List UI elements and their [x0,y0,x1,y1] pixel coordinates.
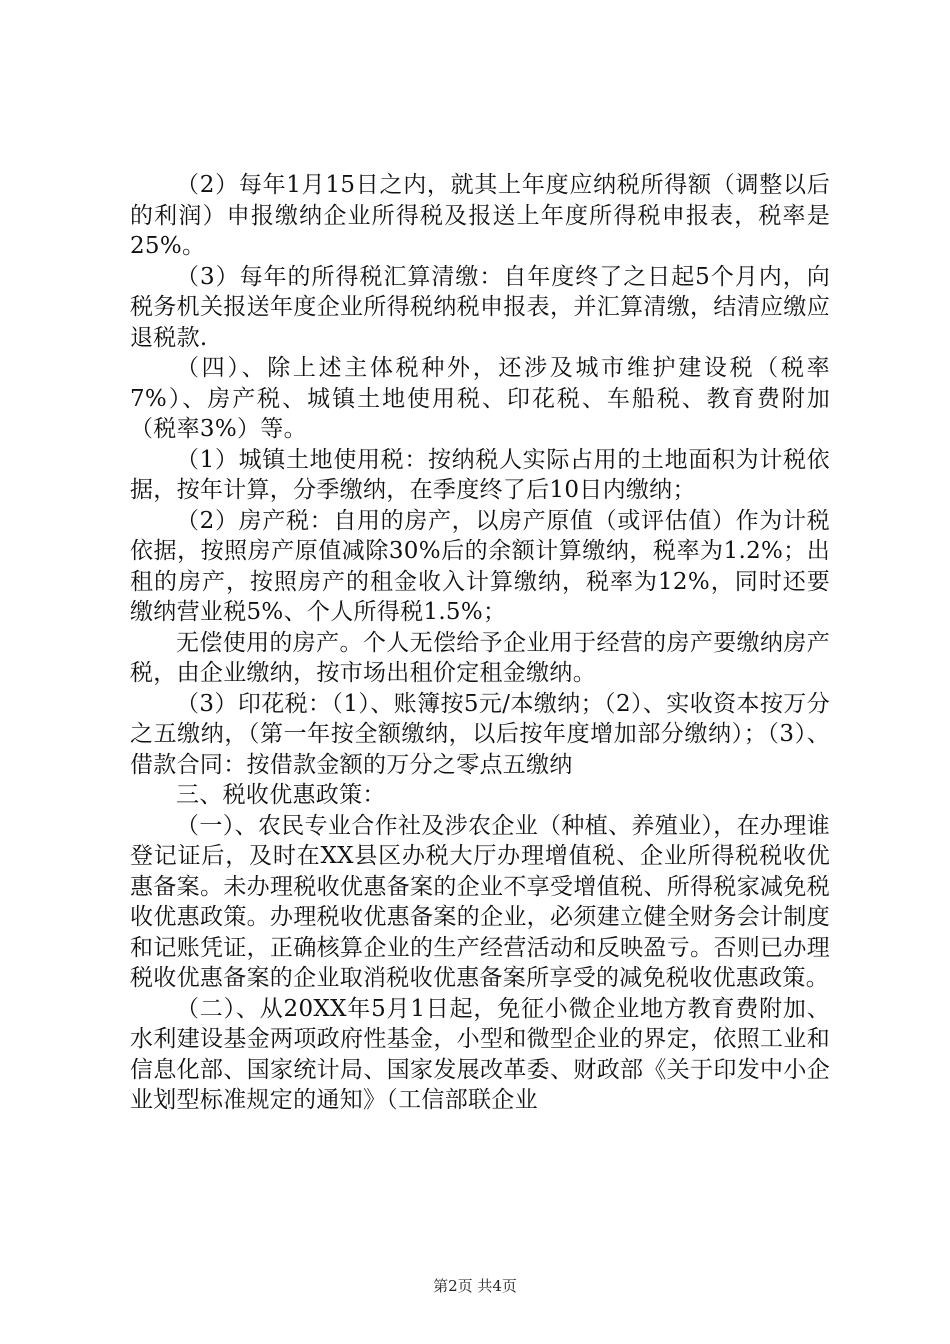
document-body [130,170,830,1116]
paragraph-small-micro-enterprises: （二）、从20XX年5月1日起，免征小微企业地方教育费附加、水利建设基金两项政府性基金，小型和微型企业的界定，依照工业和信息化部、国家统计局、国家发展改革委、财政部《关于印发中小企业划型标准规定的通知》（工信部联企业 [130,995,830,1113]
paragraph-annual-settlement: （3）每年的所得税汇算清缴：自年度终了之日起5个月内，向税务机关报送年度企业所得税纳税申报表，并汇算清缴，结清应缴应退税款. [130,263,830,351]
paragraph-stamp-tax: （3）印花税：（1）、账簿按5元/本缴纳；（2）、实收资本按万分之五缴纳，（第一年按全额缴纳，以后按年度增加部分缴纳）；（3）、借款合同：按借款金额的万分之零点五缴纳 [130,690,830,778]
paragraph-other-taxes: （四）、除上述主体税种外，还涉及城市维护建设税（税率7%）、房产税、城镇土地使用税、印花税、车船税、教育费附加（税率3%）等。 [130,355,830,442]
page-number: 第2页 共4页 [433,1277,517,1295]
paragraph-free-use-property: 无偿使用的房产。个人无偿给予企业用于经营的房产要缴纳房产税，由企业缴纳，按市场出租价定租金缴纳。 [130,629,830,686]
paragraph-land-use-tax: （1）城镇土地使用税：按纳税人实际占用的土地面积为计税依据，按年计算，分季缴纳，在季度终了后10日内缴纳； [130,446,830,503]
paragraph-corporate-tax-filing: （2）每年1月15日之内，就其上年度应纳税所得额（调整以后的利润）申报缴纳企业所得税及报送上年度所得税申报表，税率是25%。 [130,172,830,259]
paragraph-property-tax: （2）房产税：自用的房产，以房产原值（或评估值）作为计税依据，按照房产原值减除30%后的余额计算缴纳，税率为1.2%；出租的房产，按照房产的租金收入计算缴纳，税率为12%，同时还要缴纳营业税5%、个人所得税1.5%； [130,507,830,625]
page-footer [0,1275,950,1296]
paragraph-agri-cooperatives: （一）、农民专业合作社及涉农企业（种植、养殖业），在办理谁登记证后，及时在XX县区办税大厅办理增值税、企业所得税税收优惠备案。未办理税收优惠备案的企业不享受增值税、所得税家减免税收优惠政策。办理税收优惠备案的企业，必须建立健全财务会计制度和记账凭证，正确核算企业的生产经营活动和反映盈亏。否则已办理税收优惠备案的企业取消税收优惠备案所享受的减免税收优惠政策。 [130,812,830,991]
section-heading-tax-preferences: 三、税收优惠政策： [176,782,386,808]
